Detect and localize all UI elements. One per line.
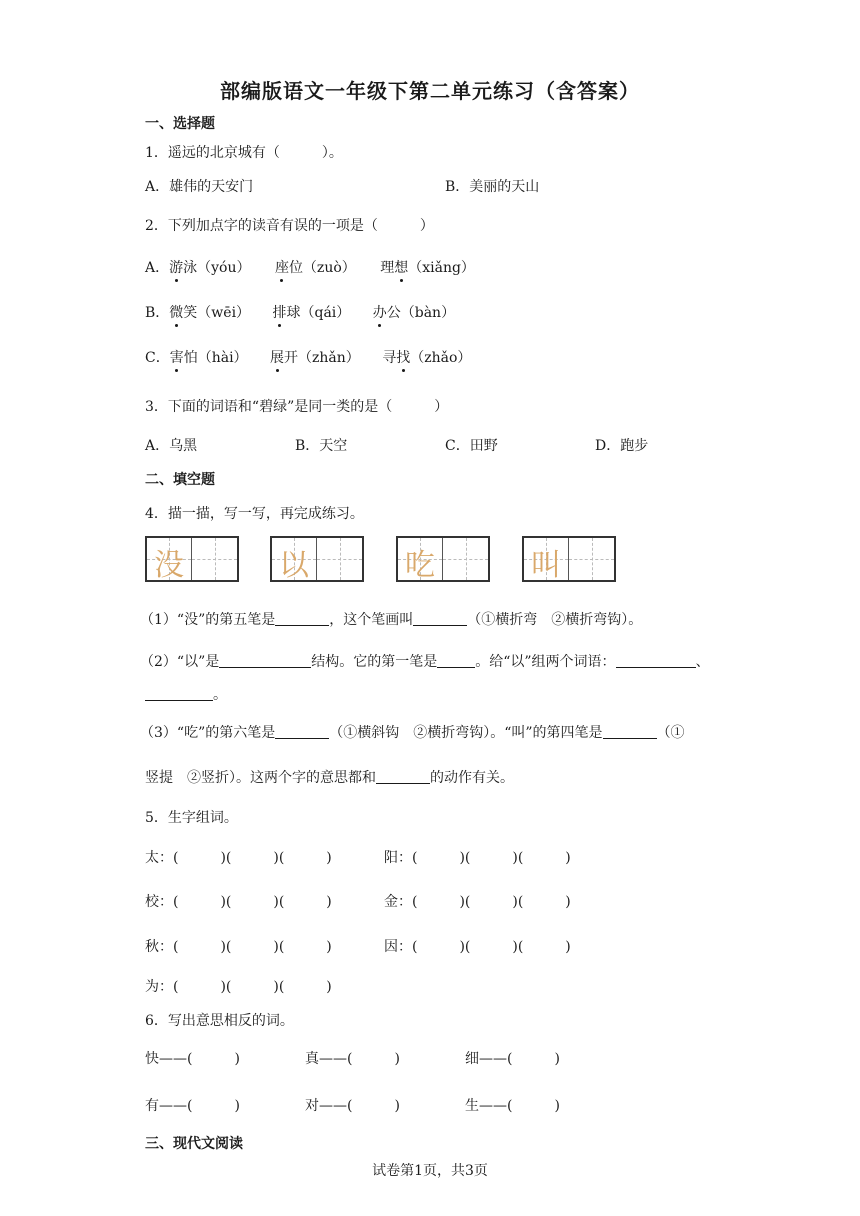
answer-blank[interactable] xyxy=(437,653,475,668)
grid-cell xyxy=(398,538,443,583)
question-1-option-a: A．雄伟的天安门 xyxy=(145,179,254,195)
question-1-stem: 1．遥远的北京城有（ ）。 xyxy=(145,145,343,161)
question-3-option-c: C．田野 xyxy=(445,438,498,454)
text: （①横斜钩 ②横折弯钩）。“叫”的第四笔是 xyxy=(329,725,603,741)
grid-cell xyxy=(317,538,362,580)
dotted-char: 办 xyxy=(373,302,387,322)
question-3-option-b: B．天空 xyxy=(295,438,348,454)
text: 、 xyxy=(695,654,710,670)
antonym-xi: 细——( ) xyxy=(465,1051,560,1067)
question-2-option-c xyxy=(145,347,471,367)
dotted-char: 展 xyxy=(270,347,284,367)
answer-blank[interactable] xyxy=(376,769,430,784)
question-4-stem: 4．描一描，写一写，再完成练习。 xyxy=(145,506,364,522)
answer-blank[interactable] xyxy=(275,611,329,626)
word-rest: 球（qái） xyxy=(286,305,351,321)
question-3-stem: 3．下面的词语和“碧绿”是同一类的是（ ） xyxy=(145,399,449,415)
word-row-xiao: 校：( )( )( ) xyxy=(145,894,332,910)
word-row-tai: 太：( )( )( ) xyxy=(145,850,332,866)
trace-char: 没 xyxy=(154,548,184,583)
word-rest: 泳（yóu） xyxy=(183,260,251,276)
text: （①横折弯 ②横折弯钩）。 xyxy=(467,612,643,628)
trace-char: 叫 xyxy=(531,548,561,583)
text: 。给“以”组两个词语： xyxy=(475,654,616,670)
word-rest: 怕（hài） xyxy=(183,350,248,366)
answer-blank[interactable] xyxy=(616,653,696,668)
text: （2）“以”是 xyxy=(140,654,220,670)
answer-blank[interactable] xyxy=(219,653,311,668)
answer-blank[interactable] xyxy=(145,686,213,701)
grid-cell xyxy=(192,538,237,580)
section-heading-fill: 二、填空题 xyxy=(145,472,215,488)
tian-grid-4 xyxy=(522,536,616,582)
question-2-option-b xyxy=(145,302,455,322)
question-3-option-a: A．乌黑 xyxy=(145,438,198,454)
tian-grid-3 xyxy=(396,536,490,582)
option-label: B． xyxy=(145,305,170,321)
antonym-kuai: 快——( ) xyxy=(145,1051,240,1067)
word-rest: 公（bàn） xyxy=(386,305,456,321)
option-label: C． xyxy=(145,350,170,366)
option-label: A． xyxy=(145,260,170,276)
antonym-zhen: 真——( ) xyxy=(305,1051,400,1067)
text: 竖提 ②竖折）。这两个字的意思都和 xyxy=(145,770,376,786)
grid-cell xyxy=(272,538,317,583)
dotted-char: 排 xyxy=(273,302,287,322)
answer-blank[interactable] xyxy=(275,724,329,739)
question-2-stem: 2．下列加点字的读音有误的一项是（ ） xyxy=(145,218,434,234)
word-row-jin: 金：( )( )( ) xyxy=(384,894,571,910)
dotted-char: 找 xyxy=(396,347,410,367)
grid-cell xyxy=(569,538,614,580)
word-rest: 笑（wēi） xyxy=(183,305,251,321)
word-row-wei: 为：( )( )( ) xyxy=(145,979,332,995)
text: 。 xyxy=(213,687,227,703)
word-row-yin: 因：( )( )( ) xyxy=(384,939,571,955)
text: 的动作有关。 xyxy=(430,770,514,786)
antonym-you: 有——( ) xyxy=(145,1098,240,1114)
question-4-part-3-continued xyxy=(145,767,514,787)
question-4-part-2 xyxy=(140,651,710,671)
text: 结构。它的第一笔是 xyxy=(311,654,438,670)
question-4-part-3 xyxy=(140,722,685,742)
text: （① xyxy=(656,725,685,741)
question-2-option-a xyxy=(145,257,475,277)
trace-char: 以 xyxy=(279,548,309,583)
text: ，这个笔画叫 xyxy=(329,612,414,628)
section-heading-reading: 三、现代文阅读 xyxy=(145,1136,243,1152)
dotted-char: 想 xyxy=(394,257,408,277)
answer-blank[interactable] xyxy=(413,611,467,626)
dotted-char: 害 xyxy=(170,347,184,367)
text: （3）“吃”的第六笔是 xyxy=(140,725,276,741)
dotted-char: 座 xyxy=(275,257,289,277)
word-pre: 理 xyxy=(380,260,395,276)
word-pre: 寻 xyxy=(382,350,397,366)
question-1-option-b: B．美丽的天山 xyxy=(445,179,540,195)
page-footer: 试卷第1页，共3页 xyxy=(372,1163,488,1179)
grid-cell xyxy=(443,538,488,580)
word-rest: （xiǎng） xyxy=(408,260,475,276)
question-4-part-1 xyxy=(140,609,642,629)
page-title: 部编版语文一年级下第二单元练习（含答案） xyxy=(220,79,640,103)
grid-cell xyxy=(147,538,192,583)
question-3-option-d: D．跑步 xyxy=(595,438,649,454)
antonym-dui: 对——( ) xyxy=(305,1098,400,1114)
text: （1）“没”的第五笔是 xyxy=(140,612,276,628)
word-rest: （zhǎo） xyxy=(410,350,472,366)
antonym-sheng: 生——( ) xyxy=(465,1098,560,1114)
section-heading-choice: 一、选择题 xyxy=(145,116,215,132)
word-rest: 位（zuò） xyxy=(288,260,356,276)
grid-cell xyxy=(524,538,569,583)
question-5-stem: 5．生字组词。 xyxy=(145,810,238,826)
tian-grid-1 xyxy=(145,536,239,582)
word-row-qiu: 秋：( )( )( ) xyxy=(145,939,332,955)
question-6-stem: 6．写出意思相反的词。 xyxy=(145,1013,294,1029)
tian-grid-2 xyxy=(270,536,364,582)
word-row-yang: 阳：( )( )( ) xyxy=(384,850,571,866)
question-4-part-2-continued xyxy=(145,684,227,704)
trace-char: 吃 xyxy=(405,548,435,583)
dotted-char: 游 xyxy=(169,257,183,277)
answer-blank[interactable] xyxy=(603,724,657,739)
word-rest: 开（zhǎn） xyxy=(284,350,360,366)
dotted-char: 微 xyxy=(169,302,183,322)
